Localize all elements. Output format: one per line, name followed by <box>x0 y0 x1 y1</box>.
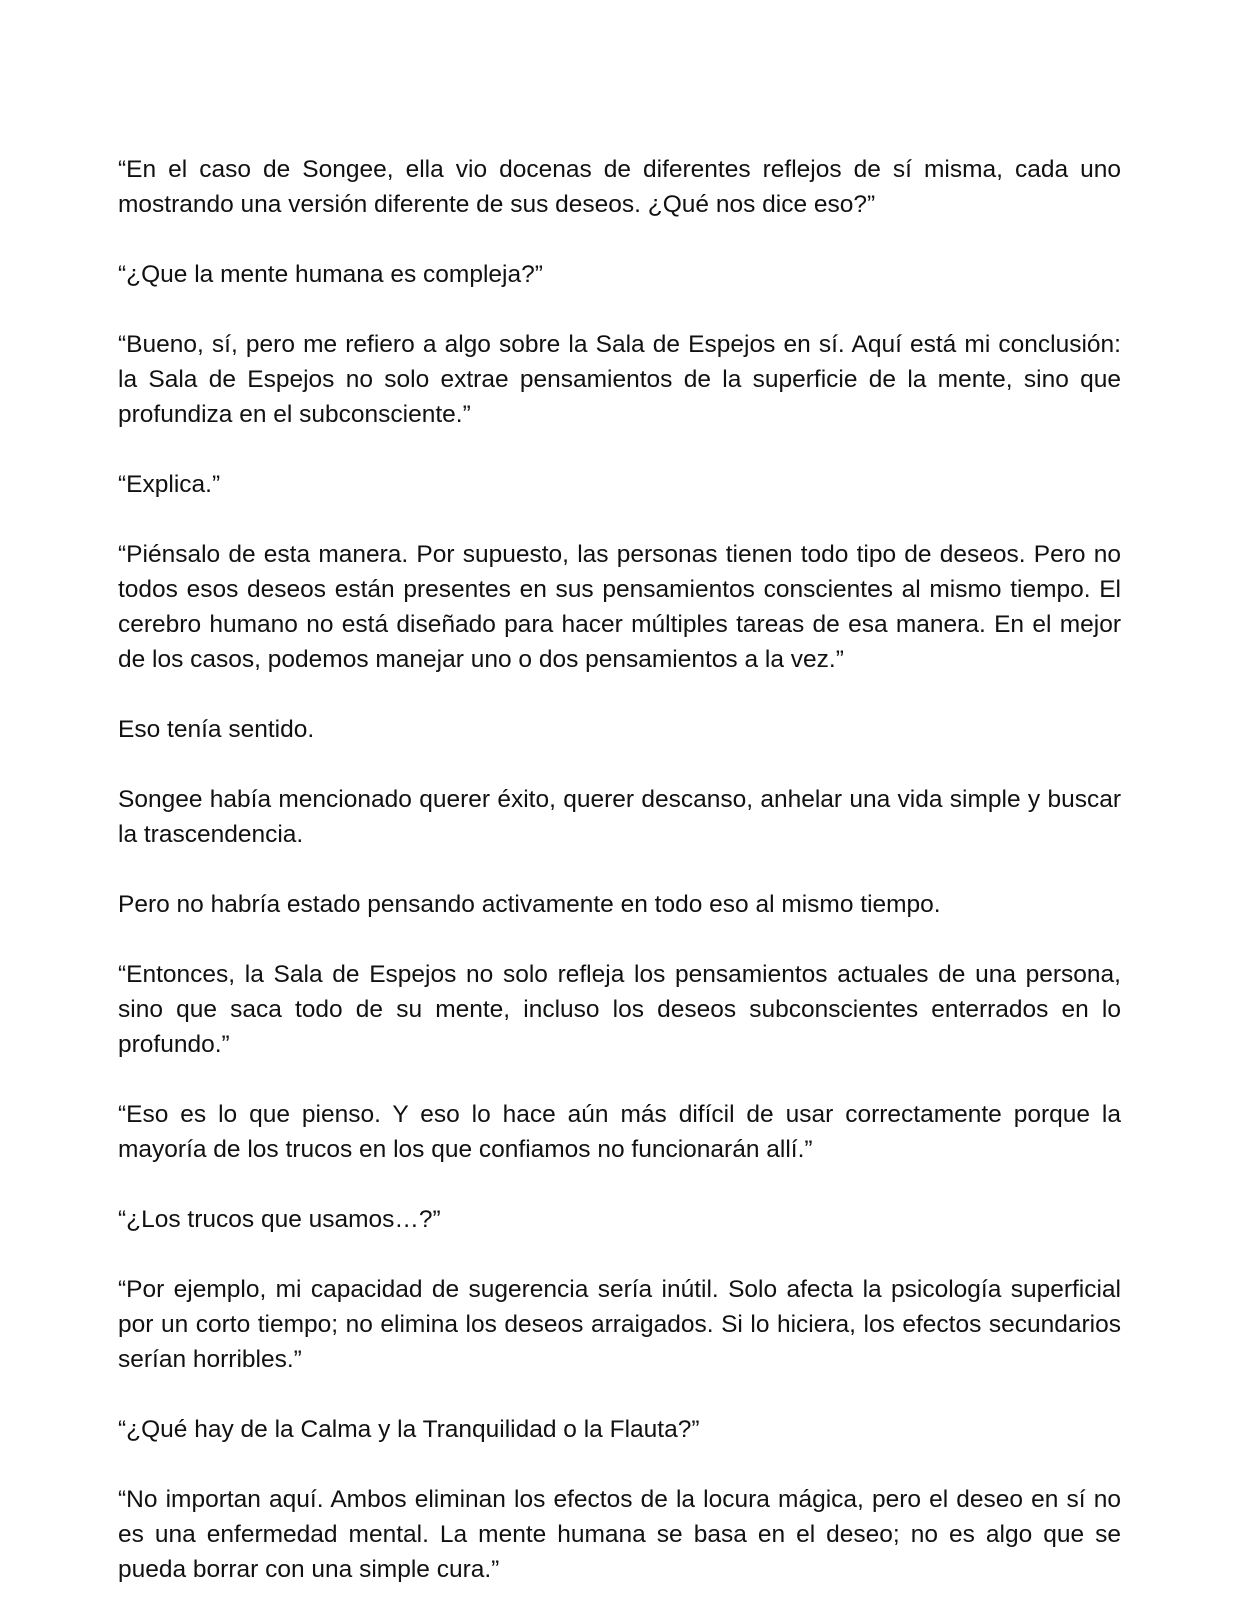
paragraph-1: “En el caso de Songee, ella vio docenas de diferentes reflejos de sí misma, cada uno mostrando una versión diferente de sus deseos. ¿Qué nos dice eso?” <box>118 156 1121 218</box>
paragraph-4: “Explica.” <box>118 471 221 498</box>
paragraph-5: “Piénsalo de esta manera. Por supuesto, las personas tienen todo tipo de deseos. Pero no todos esos deseos están presentes en sus pensamientos conscientes al mismo tiempo. El cerebro humano no está diseñado para hacer múltiples tareas de esa manera. En el mejor de los casos, podemos manejar uno o dos pensamientos a la vez.” <box>118 541 1121 673</box>
paragraph-9: “Entonces, la Sala de Espejos no solo refleja los pensamientos actuales de una persona, sino que saca todo de su mente, incluso los deseos subconscientes enterrados en lo profundo.” <box>118 961 1121 1058</box>
paragraph-11: “¿Los trucos que usamos…?” <box>118 1206 441 1233</box>
paragraph-8: Pero no habría estado pensando activamente en todo eso al mismo tiempo. <box>118 891 941 918</box>
paragraph-10: “Eso es lo que pienso. Y eso lo hace aún más difícil de usar correctamente porque la mayoría de los trucos en los que confiamos no funcionarán allí.” <box>118 1101 1121 1163</box>
paragraph-2: “¿Que la mente humana es compleja?” <box>118 261 543 288</box>
paragraph-3: “Bueno, sí, pero me refiero a algo sobre la Sala de Espejos en sí. Aquí está mi conclusión: la Sala de Espejos no solo extrae pensamientos de la superficie de la mente, sino que profundiza en el subconsciente.” <box>118 331 1121 428</box>
paragraph-12: “Por ejemplo, mi capacidad de sugerencia sería inútil. Solo afecta la psicología superficial por un corto tiempo; no elimina los deseos arraigados. Si lo hiciera, los efectos secundarios serían horribles.” <box>118 1276 1121 1373</box>
paragraph-13: “¿Qué hay de la Calma y la Tranquilidad o la Flauta?” <box>118 1416 700 1443</box>
paragraph-14: “No importan aquí. Ambos eliminan los efectos de la locura mágica, pero el deseo en sí no es una enfermedad mental. La mente humana se basa en el deseo; no es algo que se pueda borrar con una simple cura.” <box>118 1486 1121 1583</box>
document-body <box>118 152 1121 1622</box>
paragraph-7: Songee había mencionado querer éxito, querer descanso, anhelar una vida simple y buscar la trascendencia. <box>118 786 1121 848</box>
paragraph-6: Eso tenía sentido. <box>118 716 315 743</box>
